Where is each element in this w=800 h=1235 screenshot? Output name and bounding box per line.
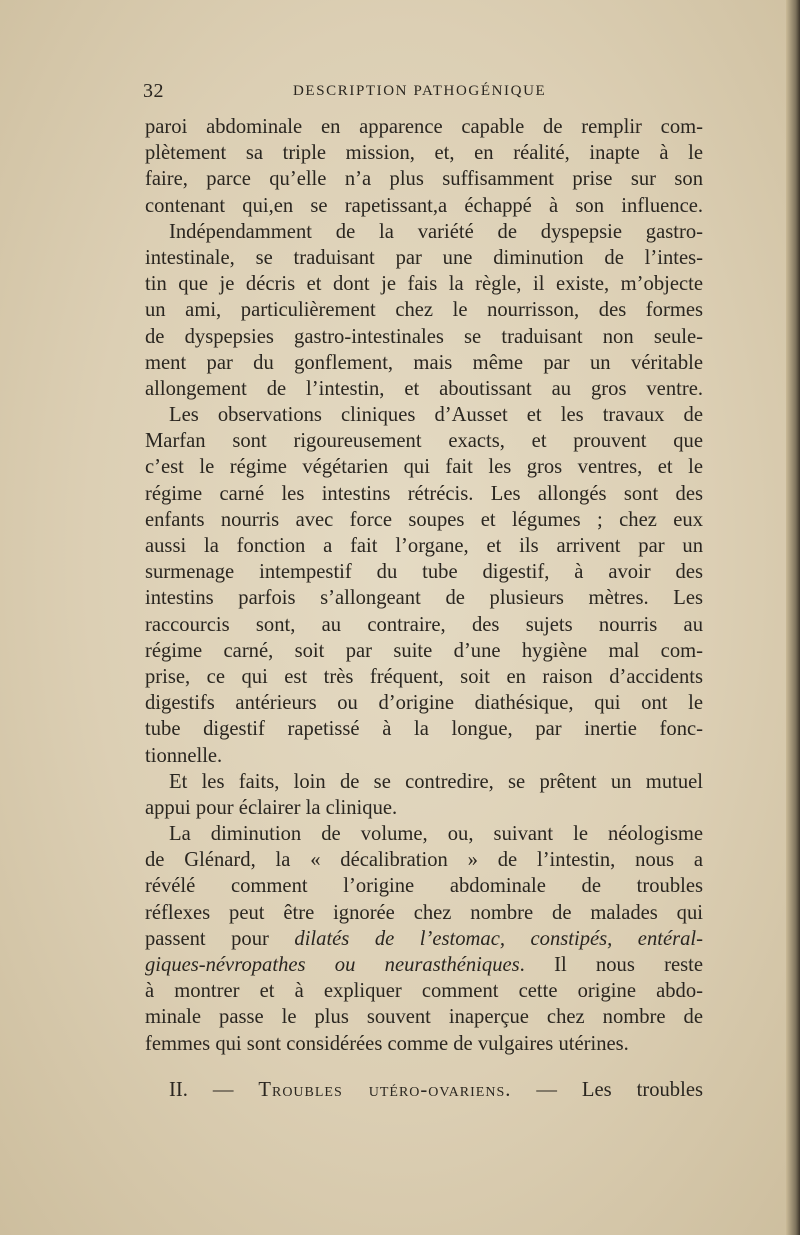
text-line: plètement sa triple mission, et, en réalité, inapte à le	[145, 142, 703, 165]
text-line: appui pour éclairer la clinique.	[145, 796, 398, 819]
text-line: digestifs antérieurs ou d’origine diathésique, qui ont le	[145, 692, 703, 715]
text-line: faire, parce qu’elle n’a plus suffisamment prise sur son	[145, 168, 703, 191]
text-line: prise, ce qui est très fréquent, soit en raison d’accidents	[145, 665, 703, 688]
paragraph-start-line: La diminution de volume, ou, suivant le néologisme	[169, 823, 703, 846]
italic-text: giques-névropathes ou neurasthéniques	[145, 954, 520, 976]
body-text	[145, 114, 703, 1103]
text-line: surmenage intempestif du tube digestif, à avoir des	[145, 561, 703, 584]
page-header	[143, 80, 701, 106]
plain-text: passent pour	[145, 927, 295, 950]
page-edge	[786, 0, 800, 1235]
text-line: révélé comment l’origine abdominale de troubles	[145, 875, 703, 898]
text-line: de dyspepsies gastro-intestinales se traduisant non seule-	[145, 325, 703, 348]
text-line: enfants nourris avec force soupes et légumes ; chez eux	[145, 508, 703, 531]
text-line: régime carné les intestins rétrécis. Les allongés sont des	[145, 482, 703, 505]
text-line: de Glénard, la « décalibration » de l’intestin, nous a	[145, 849, 703, 872]
text-line: minale passe le plus souvent inaperçue chez nombre de	[145, 1006, 703, 1029]
paragraph-start-line: Indépendamment de la variété de dyspepsie gastro-	[169, 220, 703, 243]
text-line: raccourcis sont, au contraire, des sujets nourris au	[145, 613, 703, 636]
text-line: intestinale, se traduisant par une diminution de l’intes-	[145, 246, 703, 269]
paragraph-start-line: Les observations cliniques d’Ausset et les travaux de	[169, 404, 703, 427]
text-line-with-italic	[145, 926, 703, 952]
text-line: réflexes peut être ignorée chez nombre de malades qui	[145, 901, 703, 924]
text-line: tin que je décris et dont je fais la règle, il existe, m’objecte	[145, 273, 703, 296]
text-line: régime carné, soit par suite d’une hygiène mal com-	[145, 639, 703, 662]
page-number: 32	[143, 80, 164, 102]
section-heading-line	[145, 1077, 703, 1103]
text-line: un ami, particulièrement chez le nourrisson, des formes	[145, 299, 703, 322]
italic-text: dilatés de l’estomac, constipés, entéral-	[294, 927, 704, 950]
text-line: ment par du gonflement, mais même par un véritable	[145, 351, 703, 374]
text-line: aussi la fonction a fait l’organe, et ils arrivent par un	[145, 535, 703, 557]
text-line: c’est le régime végétarien qui fait les gros ventres, et le	[145, 456, 703, 479]
text-line: femmes qui sont considérées comme de vulgaires utérines.	[145, 1032, 629, 1055]
running-head: DESCRIPTION PATHOGÉNIQUE	[293, 83, 547, 99]
paragraph-start-line: Et les faits, loin de se contredire, se prêtent un mutuel	[169, 770, 703, 793]
plain-text: . Il nous reste	[519, 954, 703, 976]
section-title: Troubles utéro-ovariens.	[258, 1078, 512, 1101]
text-line: paroi abdominale en apparence capable de remplir com-	[145, 116, 703, 138]
text-line: tionnelle.	[145, 744, 223, 767]
text-line: à montrer et à expliquer comment cette origine abdo-	[145, 980, 703, 1003]
text-line: tube digestif rapetissé à la longue, par inertie fonc-	[145, 718, 703, 741]
text-line: Marfan sont rigoureusement exacts, et prouvent que	[145, 430, 703, 453]
text-line: contenant qui,en se rapetissant,a échappé à son influence.	[145, 194, 703, 217]
section-continuation: — Les troubles	[511, 1078, 703, 1101]
text-line: intestins parfois s’allongeant de plusieurs mètres. Les	[145, 587, 703, 610]
text-line: allongement de l’intestin, et aboutissant au gros ventre.	[145, 377, 703, 400]
section-number: II. —	[169, 1078, 259, 1101]
text-line-with-italic	[145, 952, 703, 978]
